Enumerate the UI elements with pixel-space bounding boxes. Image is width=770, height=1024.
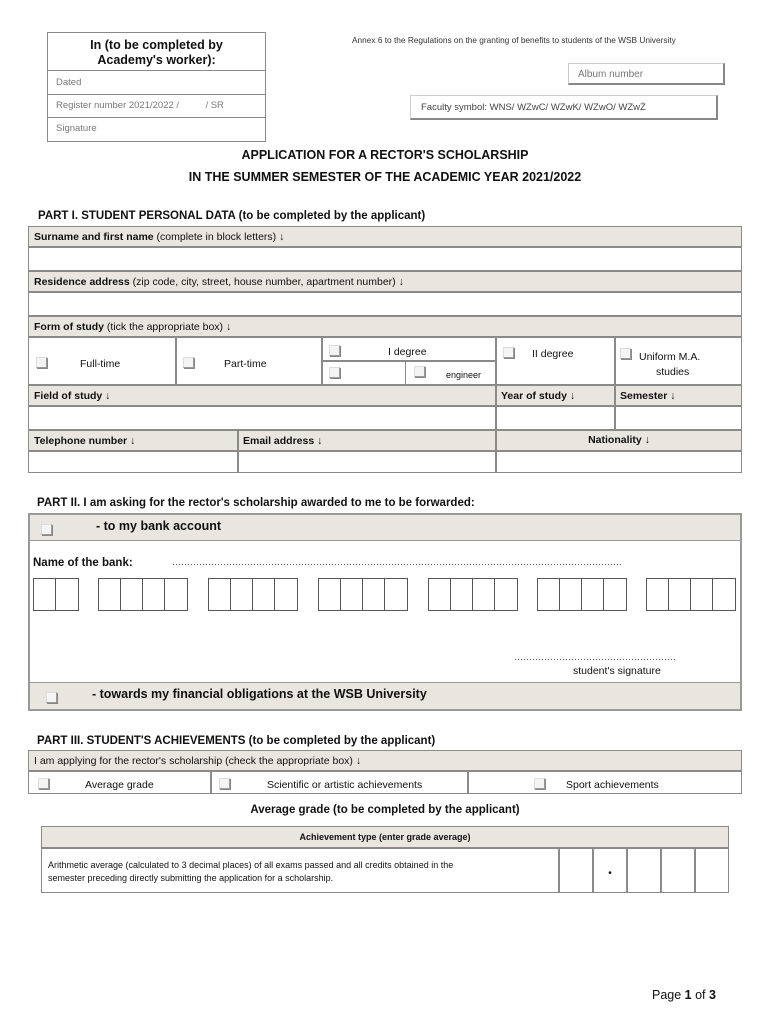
semester-input[interactable] <box>615 406 742 430</box>
arithmetic-average-description <box>41 848 559 893</box>
uniform-ma-studies-label: studies <box>656 366 690 378</box>
form-label-row <box>28 316 742 337</box>
scientific-option: Scientific or artistic achievements <box>267 779 423 791</box>
semester-label: Semester ↓ <box>615 385 742 406</box>
obligations-label: - towards my financial obligations at the WSB University <box>92 687 427 701</box>
nationality-label: Nationality ↓ <box>496 430 742 451</box>
page-current: 1 <box>684 988 692 1002</box>
surname-note: (complete in block letters) ↓ <box>153 231 285 243</box>
account-digits-group-1[interactable] <box>33 578 79 611</box>
worker-box <box>47 32 266 142</box>
full-time-label: Full-time <box>80 358 121 370</box>
first-degree-label: I degree <box>388 346 427 358</box>
residence-label-row <box>28 271 742 292</box>
sport-checkbox[interactable] <box>534 778 545 789</box>
bank-account-checkbox[interactable] <box>41 524 52 535</box>
second-degree-cell <box>496 337 615 385</box>
part1-heading: PART I. STUDENT PERSONAL DATA (to be completed by the applicant) <box>38 210 426 222</box>
residence-label: Residence address <box>34 276 130 288</box>
uniform-ma-checkbox[interactable] <box>620 348 631 359</box>
engineer-checkbox[interactable] <box>414 366 425 377</box>
first-degree-plain-checkbox[interactable] <box>329 367 340 378</box>
dated-field[interactable]: Dated <box>48 71 265 95</box>
grade-digit-4[interactable] <box>695 848 729 893</box>
arithmetic-line-1: Arithmetic average (calculated to 3 decimal places) of all exams passed and all credits obtained in the <box>48 860 454 870</box>
field-of-study-label: Field of study ↓ <box>28 385 496 406</box>
signature-dots[interactable]: ……………………………………………… <box>514 652 676 662</box>
part2-heading: PART II. I am asking for the rector's scholarship awarded to me to be forwarded: <box>37 497 475 509</box>
grade-digit-2[interactable] <box>627 848 661 893</box>
account-digits-group-7[interactable] <box>646 578 736 611</box>
grade-digit-1[interactable] <box>559 848 593 893</box>
first-degree-checkbox[interactable] <box>329 345 340 356</box>
account-digits-group-4[interactable] <box>318 578 408 611</box>
page-prefix: Page <box>652 988 685 1002</box>
telephone-label: Telephone number ↓ <box>28 430 238 451</box>
grade-decimal-point <box>593 848 627 893</box>
full-time-checkbox[interactable] <box>36 357 47 368</box>
scientific-checkbox[interactable] <box>219 778 230 789</box>
achievement-type-header: Achievement type (enter grade average) <box>41 826 729 848</box>
decimal-dot: • <box>608 868 612 879</box>
average-grade-checkbox[interactable] <box>38 778 49 789</box>
title-line-1: APPLICATION FOR A RECTOR'S SCHOLARSHIP <box>241 148 529 162</box>
field-of-study-input[interactable] <box>28 406 496 430</box>
surname-label: Surname and first name <box>34 231 154 243</box>
title-line-2: IN THE SUMMER SEMESTER OF THE ACADEMIC YEAR 2021/2022 <box>188 170 582 184</box>
part3-heading: PART III. STUDENT'S ACHIEVEMENTS (to be completed by the applicant) <box>37 735 436 747</box>
email-input[interactable] <box>238 451 496 473</box>
faculty-symbol-field[interactable]: Faculty symbol: WNS/ WZwC/ WZwK/ WZwO/ WZwŻ <box>410 95 718 120</box>
second-degree-label: II degree <box>532 348 574 360</box>
engineer-label: engineer <box>446 370 482 380</box>
form-label: Form of study <box>34 321 104 333</box>
page-middle: of <box>691 988 709 1002</box>
average-grade-heading: Average grade (to be completed by the applicant) <box>250 804 520 816</box>
page-number <box>652 988 716 1002</box>
account-digits-group-6[interactable] <box>537 578 627 611</box>
account-digits-group-3[interactable] <box>208 578 298 611</box>
annex-note: Annex 6 to the Regulations on the granting of benefits to students of the WSB University <box>352 35 676 45</box>
uniform-ma-label: Uniform M.A. <box>639 351 701 363</box>
applying-label: I am applying for the rector's scholarship (check the appropriate box) ↓ <box>28 750 742 771</box>
average-grade-option: Average grade <box>85 779 154 791</box>
surname-label-row <box>28 226 742 247</box>
account-digits-group-5[interactable] <box>428 578 518 611</box>
bank-name-dots[interactable]: …………………………………………………………………………………………………………………………………… <box>172 557 622 567</box>
residence-note: (zip code, city, street, house number, apartment number) ↓ <box>129 276 404 288</box>
album-number-field[interactable]: Album number <box>568 63 725 85</box>
grade-digit-3[interactable] <box>661 848 695 893</box>
residence-input[interactable] <box>28 292 742 316</box>
year-of-study-input[interactable] <box>496 406 615 430</box>
account-digits-group-2[interactable] <box>98 578 188 611</box>
worker-box-heading: In (to be completed by Academy's worker): <box>48 33 265 71</box>
obligations-checkbox[interactable] <box>46 692 57 703</box>
surname-input[interactable] <box>28 247 742 271</box>
form-note: (tick the appropriate box) ↓ <box>104 321 232 333</box>
telephone-input[interactable] <box>28 451 238 473</box>
student-signature-label: student's signature <box>573 665 661 677</box>
arithmetic-line-2: semester preceding directly submitting the application for a scholarship. <box>48 873 334 883</box>
part-time-label: Part-time <box>224 358 267 370</box>
second-degree-checkbox[interactable] <box>503 347 514 358</box>
bank-account-label: - to my bank account <box>96 519 222 533</box>
email-label: Email address ↓ <box>238 430 496 451</box>
part-time-checkbox[interactable] <box>183 357 194 368</box>
year-of-study-label: Year of study ↓ <box>496 385 615 406</box>
page-total: 3 <box>709 988 716 1002</box>
register-number-field[interactable]: Register number 2021/2022 / / SR <box>48 95 265 118</box>
signature-field[interactable]: Signature <box>56 123 97 134</box>
nationality-input[interactable] <box>496 451 742 473</box>
sport-option: Sport achievements <box>566 779 659 791</box>
bank-name-label: Name of the bank: <box>33 557 133 569</box>
